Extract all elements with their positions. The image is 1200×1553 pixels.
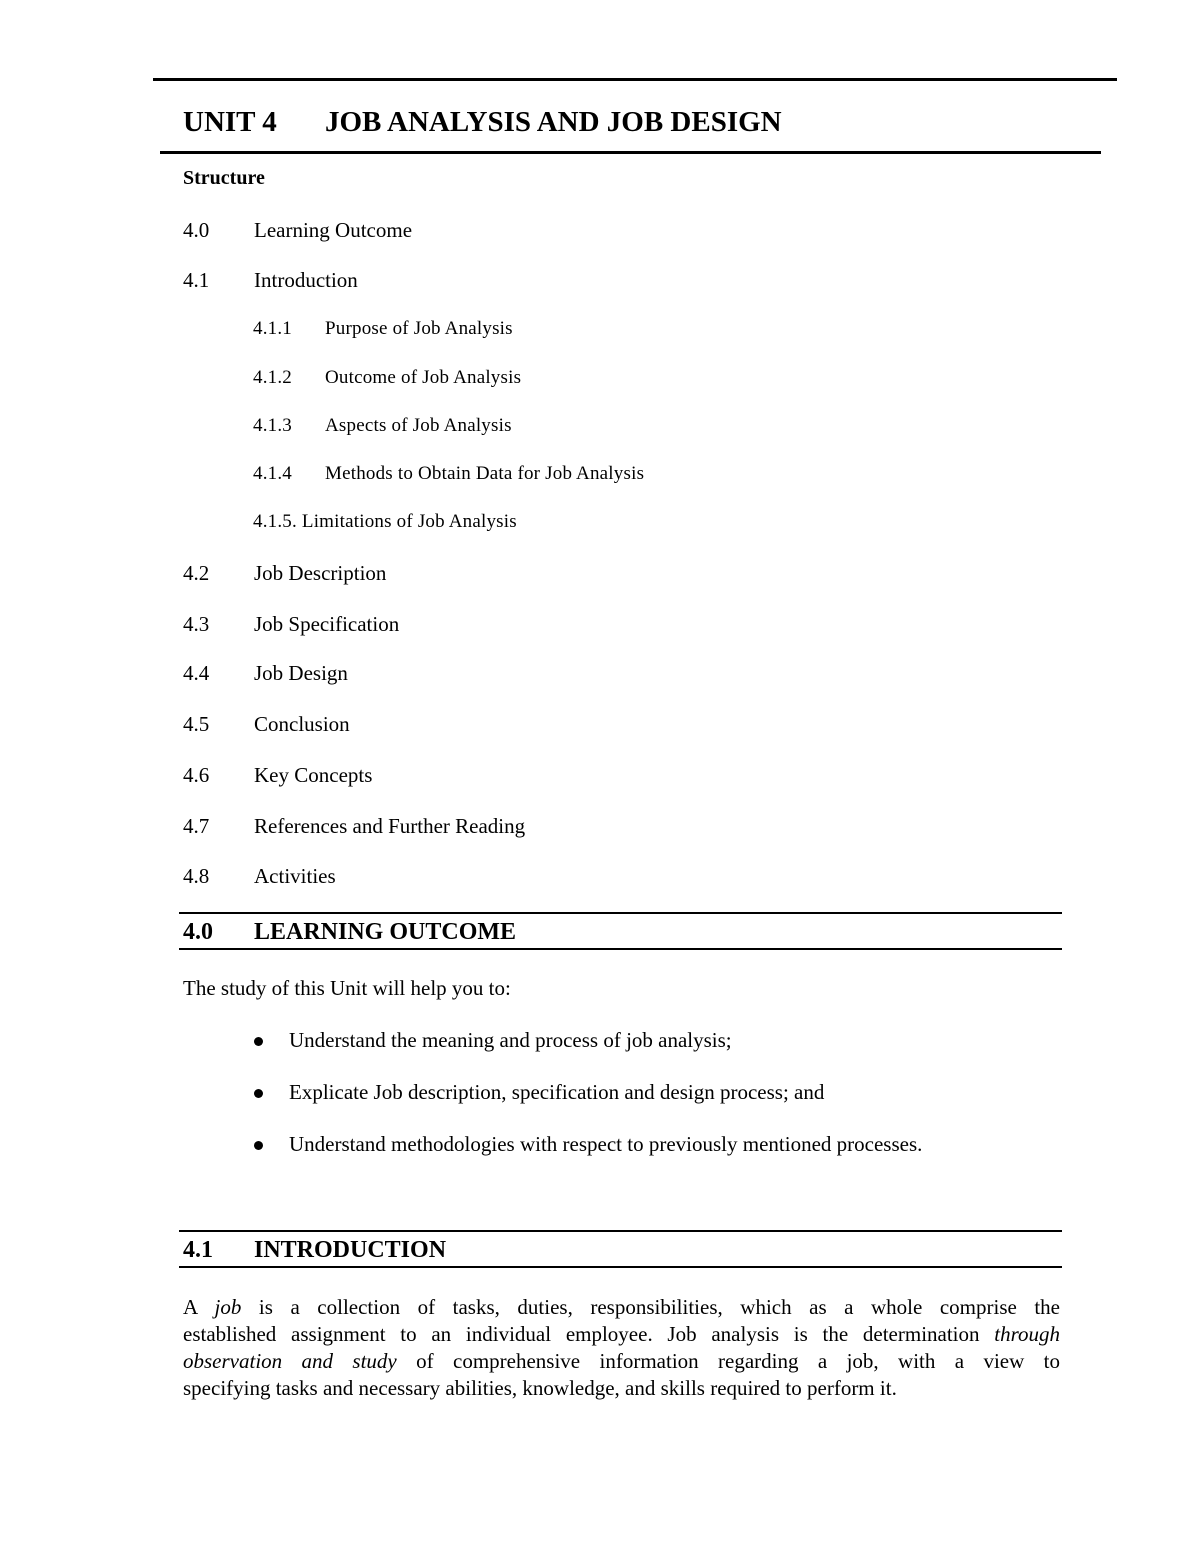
toc-number: 4.2 [183,561,210,585]
toc-subtext: Purpose of Job Analysis [325,318,513,339]
bullet-icon [254,1141,263,1150]
toc-text: Job Specification [254,612,400,636]
toc-number: 4.7 [183,814,210,838]
section-rule-top [179,1230,1062,1232]
section-number: 4.1 [183,1237,213,1263]
section-title: INTRODUCTION [254,1237,447,1263]
top-rule [153,78,1117,81]
toc-subnumber: 4.1.4 [253,463,292,484]
toc-subnumber: 4.1.3 [253,415,292,436]
paragraph-line [183,1375,1060,1402]
paragraph-line [183,1294,1060,1321]
toc-number: 4.3 [183,612,210,636]
toc-number: 4.0 [183,218,210,242]
toc-text: Key Concepts [254,763,373,787]
toc-text: Activities [254,864,336,888]
toc-subitem [253,511,517,533]
toc-subtext: Aspects of Job Analysis [325,415,512,436]
unit-heading: JOB ANALYSIS AND JOB DESIGN [325,106,782,138]
toc-subnumber: 4.1.1 [253,318,292,339]
text-run: A [183,1295,215,1319]
section-rule-top [179,912,1062,914]
toc-text: Learning Outcome [254,218,413,242]
structure-label: Structure [183,167,265,189]
bullet-icon [254,1037,263,1046]
emphasis-text: observation and study [183,1349,397,1373]
paragraph-line [183,1348,1060,1375]
toc-number: 4.4 [183,661,210,685]
toc-number: 4.6 [183,763,210,787]
toc-subtext: 4.1.5. Limitations of Job Analysis [253,511,517,532]
toc-number: 4.5 [183,712,210,736]
text-run: specifying tasks and necessary abilities, knowledge, and skills required to perform it. [183,1376,897,1400]
learning-outcome-intro: The study of this Unit will help you to: [183,976,511,1000]
toc-subtext: Outcome of Job Analysis [325,367,522,388]
paragraph-line [183,1321,1060,1348]
section-title: LEARNING OUTCOME [254,919,517,945]
toc-text: Introduction [254,268,358,292]
toc-text: References and Further Reading [254,814,526,838]
toc-subtext: Methods to Obtain Data for Job Analysis [325,463,645,484]
emphasis-text: job [214,1295,242,1319]
text-run: of comprehensive information regarding a job, with a view to [396,1349,1060,1373]
toc-text: Conclusion [254,712,350,736]
text-run: established assignment to an individual employee. Job analysis is the determination [183,1322,995,1346]
toc-subnumber: 4.1.2 [253,367,292,388]
toc-text: Job Description [254,561,387,585]
title-underline [160,151,1101,154]
unit-number: UNIT 4 [183,106,277,138]
unit-title [183,106,782,139]
toc-number: 4.1 [183,268,210,292]
bullet-text: Understand methodologies with respect to previously mentioned processes. [289,1132,923,1156]
bullet-icon [254,1089,263,1098]
toc-number: 4.8 [183,864,210,888]
bullet-text: Understand the meaning and process of job analysis; [289,1028,732,1052]
section-rule-bottom [179,948,1062,950]
introduction-paragraph [183,1294,1060,1402]
emphasis-text: through [994,1322,1060,1346]
section-rule-bottom [179,1266,1062,1268]
bullet-text: Explicate Job description, specification and design process; and [289,1080,825,1104]
toc-text: Job Design [254,661,348,685]
text-run: is a collection of tasks, duties, responsibilities, which as a whole comprise the [241,1295,1061,1319]
section-number: 4.0 [183,919,213,945]
